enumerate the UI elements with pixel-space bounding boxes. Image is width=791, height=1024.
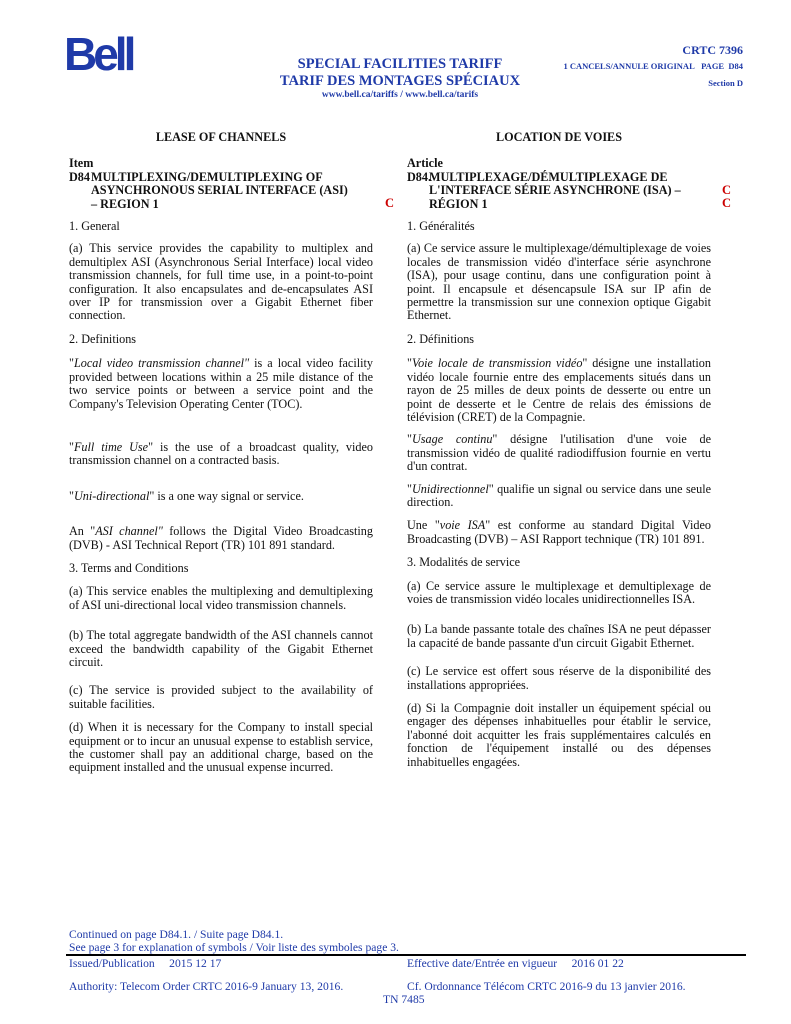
right-change-mark-2: C xyxy=(722,196,732,210)
left-heading: LEASE OF CHANNELS xyxy=(155,130,287,144)
left-section-definitions: 2. Definitions xyxy=(69,331,137,346)
effective-line xyxy=(407,957,624,970)
right-term-a: (a) Ce service assure le multiplexage et demultiplexage de voies de transmission vidéo locales unidirectionnelles ISA. xyxy=(407,578,711,606)
tn-number: TN 7485 xyxy=(383,993,425,1006)
left-def-full-time-text: " is the use of a broadcast quality, video transmission channel on a contracted basis. xyxy=(69,439,374,468)
effective-date: 2016 01 22 xyxy=(571,957,624,970)
left-def-asi-term: ASI channel" xyxy=(95,524,163,539)
right-def-isa-term: voie ISA xyxy=(439,518,486,533)
issued-line xyxy=(69,957,221,970)
left-item-title: MULTIPLEXING/DEMULTIPLEXING OF ASYNCHRONOUS SERIAL INTERFACE (ASI) – REGION 1 xyxy=(91,169,348,211)
right-item-number: D84. xyxy=(407,169,432,184)
crtc-number: CRTC 7396 xyxy=(682,43,743,57)
left-item-number: D84 xyxy=(69,169,90,184)
section-label: Section D xyxy=(708,78,743,88)
right-def-local-video: "Voie locale de transmission vidéo" désigne une installation vidéo locale fournie entre des emplacements situés dans un rayon de 25 milles de deux points de desserte ou entre un point de desserte et le Centre de relais des émissions de télévision (CRET) de la Compagnie. xyxy=(407,356,711,424)
page-cancels xyxy=(563,61,743,71)
left-change-mark: C xyxy=(385,196,395,210)
bell-logo-text: Bell xyxy=(64,30,133,74)
authority-en: Authority: Telecom Order CRTC 2016-9 January 13, 2016. xyxy=(69,980,344,993)
right-def-uni-term: Unidirectionnel xyxy=(411,481,489,496)
tariff-title-en: SPECIAL FACILITIES TARIFF xyxy=(297,56,503,72)
left-section-terms: 3. Terms and Conditions xyxy=(69,560,189,575)
left-item-label: Item xyxy=(69,156,94,171)
page-number: D84 xyxy=(728,61,743,71)
right-item-title-row xyxy=(407,171,711,211)
right-def-local-video-text: " désigne une installation vidéo locale fournie entre des emplacements situés dans un rayon de 25 milles de deux points de desserte ou entre un point de desserte et le Centre de relais des émissions de télévision (CRET) de la Compagnie. xyxy=(407,356,711,424)
right-item-title xyxy=(429,171,711,211)
bell-logo xyxy=(64,30,152,74)
left-def-local-video-text: is a local video facility provided between locations within a 25 mile distance of the two service points or between a service point and the Company's Television Operating Center (TOC). xyxy=(69,356,373,411)
right-column xyxy=(407,131,711,769)
left-def-asi xyxy=(69,525,373,552)
right-change-mark-1: C xyxy=(722,183,732,197)
tariff-title-fr: TARIF DES MONTAGES SPÉCIAUX xyxy=(279,73,521,89)
right-item-label: Article xyxy=(407,156,443,171)
left-def-full-time: "Full time Use" is the use of a broadcast quality, video transmission channel on a contracted basis. xyxy=(69,439,374,468)
right-def-usage-text: " désigne l'utilisation d'une voie de transmission vidéo de qualité radiodiffusion fournie en vertu d'un contrat. xyxy=(407,432,711,474)
left-def-local-video-term: Local video transmission channel" xyxy=(73,356,250,371)
right-heading: LOCATION DE VOIES xyxy=(496,130,622,144)
effective-label: Effective date/Entrée en vigueur xyxy=(407,957,558,970)
continued-note: Continued on page D84.1. / Suite page D84.1. xyxy=(69,928,284,941)
left-column xyxy=(69,131,373,775)
cancels-text: 1 CANCELS/ANNULE ORIGINAL xyxy=(563,61,695,71)
symbols-note: See page 3 for explanation of symbols / Voir liste des symboles page 3. xyxy=(69,941,399,954)
left-def-uni-term: Uni-directional xyxy=(73,488,150,503)
left-general-para: (a) This service provides the capability to multiplex and demultiplex ASI (Asynchronous Serial Interface) local video transmission channels, for full time use, in a point-to-point configuration. It also encapsulates and de-encapsulates ASI over IP for transmission over a Gigabit Ethernet fiber connection. xyxy=(69,241,373,323)
right-term-d: (d) Si la Compagnie doit installer un équipement spécial ou engager des dépenses inhabituelles pour établir le service, l'abonné doit acquitter les frais supplémentaires calculés en fonction de l'équipement installé ou des dépenses inhabituelles engagées. xyxy=(407,701,711,769)
right-def-usage: "Usage continu" désigne l'utilisation d'une voie de transmission vidéo de qualité radiodiffusion fournie en vertu d'un contrat. xyxy=(407,432,711,474)
right-section-general: 1. Généralités xyxy=(407,219,475,234)
issued-label: Issued/Publication xyxy=(69,957,155,970)
right-def-usage-term: Usage continu xyxy=(411,432,493,447)
right-general-para: (a) Ce service assure le multiplexage/démultiplexage de voies locales de transmission vidéo d'interface série asynchrone (ISA), pour usage continu, dans une configuration point à point. Il encapsule et désencapsule ISA sur IP afin de permettre la transmission sur une connexion optique Gigabit Ethernet. xyxy=(407,241,711,323)
left-def-full-time-term: Full time Use xyxy=(73,439,149,454)
right-def-isa-text: " est conforme au standard Digital Video Broadcasting (DVB) – ASI Rapport technique (TR) 101 891. xyxy=(407,518,711,546)
footer-rule xyxy=(66,954,746,956)
right-term-c: (c) Le service est offert sous réserve de la disponibilité des installations appropriées. xyxy=(407,664,711,692)
right-section-terms: 3. Modalités de service xyxy=(407,555,521,570)
left-term-b: (b) The total aggregate bandwidth of the ASI channels cannot exceed the bandwidth capability of the Gigabit Ethernet circuit. xyxy=(69,628,373,669)
right-def-uni-text: " qualifie un signal ou service dans une seule direction. xyxy=(407,481,711,509)
right-def-isa-pre: Une " xyxy=(407,518,440,533)
right-term-b: (b) La bande passante totale des chaînes ISA ne peut dépasser la capacité de bande passante d'un circuit Gigabit Ethernet. xyxy=(407,622,711,650)
left-def-asi-pre: An " xyxy=(69,524,96,539)
right-item-title-2: RÉGION 1 xyxy=(429,196,488,211)
left-item-title-row xyxy=(69,171,373,211)
right-section-definitions: 2. Définitions xyxy=(407,331,475,346)
left-def-uni-text: " is a one way signal or service. xyxy=(149,488,304,503)
right-def-uni: "Unidirectionnel" qualifie un signal ou service dans une seule direction. xyxy=(407,481,711,509)
right-item-title-1: MULTIPLEXAGE/DÉMULTIPLEXAGE DE L'INTERFACE SÉRIE ASYNCHRONE (ISA) – xyxy=(429,169,681,198)
left-def-local-video: "Local video transmission channel" is a local video facility provided between locations within a 25 mile distance of the two service points or between a service point and the Company's Television Operating Center (TOC). xyxy=(69,356,373,411)
left-term-c: (c) The service is provided subject to the availability of suitable facilities. xyxy=(69,683,373,711)
tariff-urls[interactable]: www.bell.ca/tariffs / www.bell.ca/tarifs xyxy=(321,90,479,100)
left-section-general: 1. General xyxy=(69,219,120,234)
right-def-local-video-term: Voie locale de transmission vidéo xyxy=(411,356,583,371)
left-term-a: (a) This service enables the multiplexing and demultiplexing of ASI uni-directional local video transmission channels. xyxy=(69,584,373,612)
left-def-uni: "Uni-directional" is a one way signal or service. xyxy=(69,488,304,503)
left-def-asi-text: follows the Digital Video Broadcasting (DVB) - ASI Technical Report (TR) 101 891 standard. xyxy=(69,524,373,552)
page-label: PAGE xyxy=(701,61,725,71)
left-term-d: (d) When it is necessary for the Company to install special equipment or to incur an unusual expense to establish service, the customer shall pay an additional charge, based on the equipment installed and the unusual expense incurred. xyxy=(69,720,373,775)
issued-date: 2015 12 17 xyxy=(169,957,222,970)
authority-fr: Cf. Ordonnance Télécom CRTC 2016-9 du 13 janvier 2016. xyxy=(407,980,686,993)
right-def-isa xyxy=(407,519,711,546)
